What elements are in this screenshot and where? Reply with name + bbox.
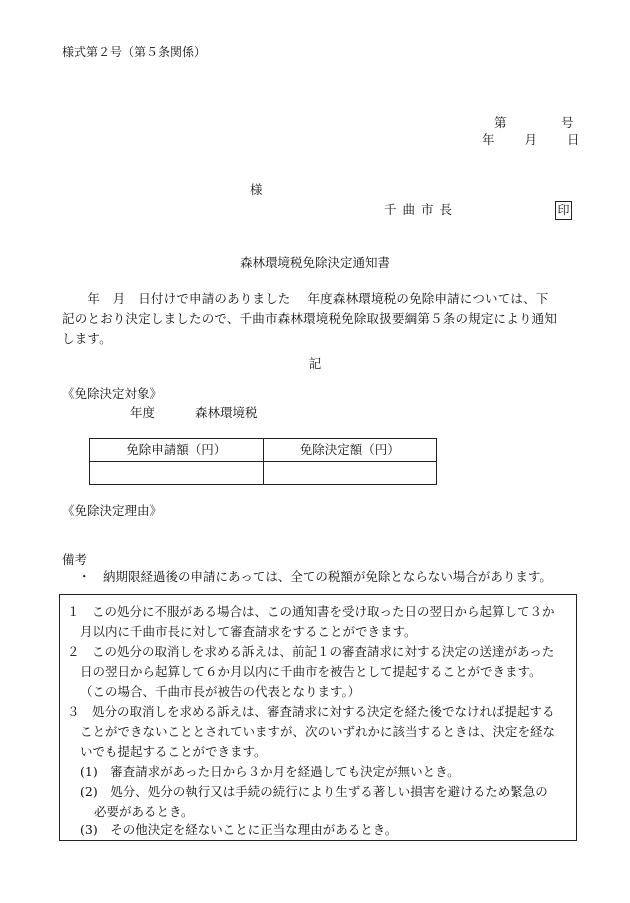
notice-line: （この場合、千曲市長が被告の代表となります。） [80, 684, 361, 699]
notice-line: (2) 処分、処分の執行又は手続の続行により生ずる著しい損害を避けるため緊急の [80, 784, 548, 799]
table-header-applied: 免除申請額（円） [90, 439, 264, 462]
date-day: 日 [566, 132, 580, 147]
table-header-row [90, 439, 437, 462]
target-tax: 森林環境税 [195, 405, 258, 420]
notice-line: (3) その他決定を経ないことに正当な理由があるとき。 [80, 822, 398, 837]
addressee-suffix: 様 [250, 182, 263, 197]
form-label: 様式第２号（第５条関係） [62, 45, 207, 59]
number-prefix: 第 [494, 115, 507, 130]
notice-line: ３ 処分の取消しを求める訴えは、審査請求に対する決定を経た後でなければ提起する [67, 704, 555, 719]
notice-line: 必要があるとき。 [94, 804, 194, 819]
target-year: 年度 [130, 405, 156, 420]
number-suffix: 号 [561, 115, 574, 130]
appeal-notice-box [59, 594, 577, 841]
issuer: 千曲市長 [384, 202, 459, 217]
notice-line: 月以内に千曲市長に対して審査請求をすることができます。 [80, 624, 417, 639]
notice-line: ２ この処分の取消しを求める訴えは、前記１の審査請求に対する決定の送達があった [67, 644, 555, 659]
reason-heading: 《免除決定理由》 [62, 503, 163, 518]
body-line: 記のとおり決定しましたので、千曲市森林環境税免除取扱要綱第５条の規定により通知 [62, 311, 558, 326]
notice-line: (1) 審査請求があった日から３か月を経過しても決定が無いとき。 [80, 764, 460, 779]
date-year: 年 [482, 132, 495, 147]
date-month: 月 [524, 132, 537, 147]
applied-amount-cell [90, 462, 264, 485]
table-row [90, 462, 437, 485]
seal-box: 印 [555, 201, 572, 220]
remarks-heading: 備考 [62, 552, 88, 567]
table-header-decided: 免除決定額（円） [263, 439, 437, 462]
notice-line: １ この処分に不服がある場合は、この通知書を受け取った日の翌日から起算して３か [67, 604, 555, 619]
notice-line: いでも提起することができます。 [80, 744, 267, 759]
notice-line: 日の翌日から起算して６か月以内に千曲市を被告として提起することができます。 [80, 664, 542, 679]
ki-heading: 記 [308, 356, 322, 371]
body-line: 年 月 日付けで申請のありました 年度森林環境税の免除申請については、下 [62, 291, 549, 306]
body-line: します。 [62, 331, 112, 346]
amount-table [89, 438, 437, 485]
notice-line: ことができないこととされていますが、次のいずれかに該当するときは、決定を経な [80, 724, 556, 739]
target-heading: 《免除決定対象》 [62, 386, 163, 401]
body-text [62, 289, 582, 349]
issue-date [482, 134, 579, 147]
document-title: 森林環境税免除決定通知書 [239, 255, 390, 270]
remarks-item: ・ 納期限経過後の申請にあっては、全ての税額が免除とならない場合があります。 [78, 569, 552, 584]
decided-amount-cell [263, 462, 437, 485]
